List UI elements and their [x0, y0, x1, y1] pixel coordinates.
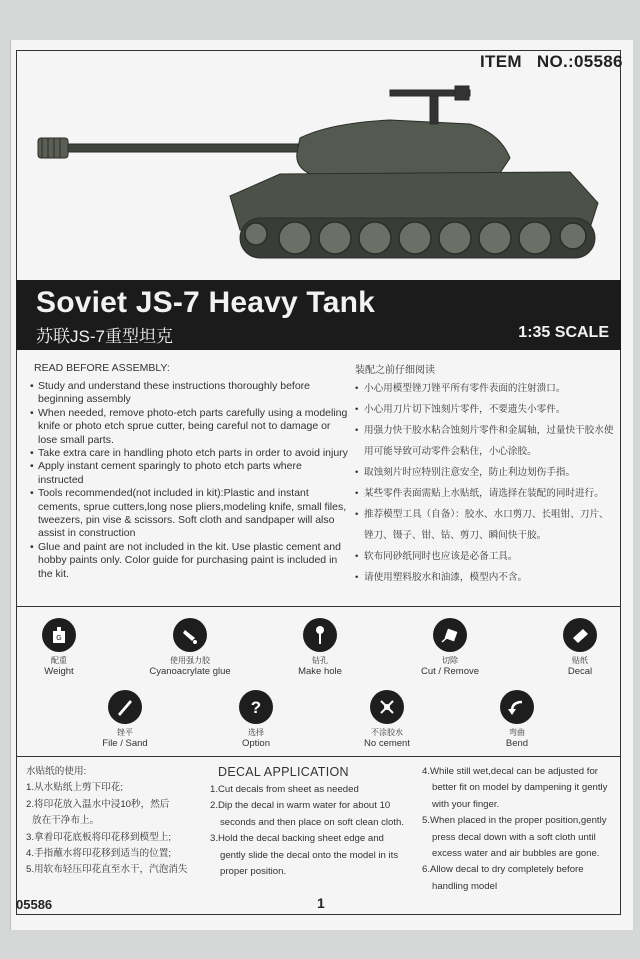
read-before-heading-cn: 装配之前仔细阅读: [355, 365, 435, 376]
note-item: • When needed, remove photo-etch parts carefully using a modeling knife or photo etch sprue cutter, being careful not to damage or lose small parts.: [30, 407, 350, 447]
decal-icon: [563, 618, 597, 652]
footer-code: 05586: [16, 897, 53, 912]
assembly-notes-cn: [355, 378, 615, 588]
svg-text:G: G: [56, 635, 62, 642]
note-item-cn: • 取蚀刻片时应特别注意安全，防止利边划伤手指。: [355, 462, 615, 483]
note-item-cn: • 用强力快干胶水粘合蚀刻片零件和金属轴，过量快干胶水使用可能导致可动零件会粘住，小心涂胶。: [355, 420, 615, 462]
svg-text:?: ?: [250, 698, 262, 717]
glue-drop-icon: [173, 618, 207, 652]
read-before-heading: READ BEFORE ASSEMBLY:: [34, 362, 170, 374]
decal-instructions-cn: 水贴纸的使用: 1.从水贴纸上剪下印花; 2.将印花放入温水中浸10秒，然后 放在干净布上。 3.拿着印花底板将印花移到模型上; 4.手指蘸水将印花移到适当的位置; 5.用软布轻压印花直至水干，汽泡消失: [26, 766, 188, 876]
divider: [16, 756, 621, 757]
file-icon: [108, 690, 142, 724]
kit-title: Soviet JS-7 Heavy Tank: [36, 286, 375, 319]
drill-icon: [303, 618, 337, 652]
symbol-no-cement: 不涂胶水 No cement: [342, 690, 432, 749]
symbol-weight: G 配重 Weight: [14, 618, 104, 677]
question-icon: [239, 690, 273, 724]
kit-title-cn: 苏联JS-7重型坦克: [36, 327, 173, 346]
symbol-bend: 弯曲 Bend: [472, 690, 562, 749]
note-item-cn: • 推荐模型工具（自备）：胶水、水口剪刀、长咀钳、刀片、锉刀、镊子、钳、钻、剪刀、瞬间快干胶。: [355, 504, 615, 546]
title-banner: [16, 280, 621, 350]
note-item-cn: • 软布同砂纸同时也应该是必备工具。: [355, 546, 615, 567]
symbol-glue: 使用强力胶 Cyanoacrylate glue: [145, 618, 235, 677]
symbol-decal: 贴纸 Decal: [535, 618, 625, 677]
note-item: • Glue and paint are not included in the kit. Use plastic cement and hobby paints only. Color guide for purchasing paint is included in the kit.: [30, 541, 350, 581]
symbol-option: ? 选择 Option: [211, 690, 301, 749]
note-item-cn: • 某些零件表面需贴上水贴纸，请选择在装配的同时进行。: [355, 483, 615, 504]
divider: [16, 606, 621, 607]
bend-arrow-icon: [500, 690, 534, 724]
symbol-drill: 钻孔 Make hole: [275, 618, 365, 677]
item-number: ITEM NO.:05586: [480, 52, 623, 71]
note-item-cn: • 小心用模型锉刀锉平所有零件表面的注射溃口。: [355, 378, 615, 399]
note-item: • Tools recommended(not included in kit):Plastic and instant cements, sprue cutters,long nose pliers,modeling knife, small files, tweezers, pin vise & scissors. Soft cloth and sandpaper will also assist in construction: [30, 487, 350, 541]
cut-icon: [433, 618, 467, 652]
note-item: • Study and understand these instructions thoroughly before beginning assembly: [30, 380, 350, 407]
symbol-cut: 切除 Cut / Remove: [405, 618, 495, 677]
no-cement-icon: [370, 690, 404, 724]
note-item-cn: • 请使用塑料胶水和油漆，模型内不含。: [355, 567, 615, 588]
decal-application-title: DECAL APPLICATION: [218, 765, 349, 779]
weight-icon: [42, 618, 76, 652]
note-item: • Take extra care in handling photo etch parts in order to avoid injury: [30, 447, 350, 460]
symbol-file: 锉平 File / Sand: [80, 690, 170, 749]
page-number: 1: [317, 895, 325, 911]
tank-illustration: [30, 78, 610, 278]
assembly-notes-en: [30, 380, 350, 581]
decal-instructions-en-1: 1.Cut decals from sheet as needed 2.Dip the decal in warm water for about 10 seconds and then place on soft clean cloth. 3.Hold the decal backing sheet edge and gently slide the decal onto the model in its proper position.: [210, 784, 405, 878]
note-item: • Apply instant cement sparingly to photo etch parts where instructed: [30, 460, 350, 487]
note-item-cn: • 小心用刀片切下蚀刻片零件，不要遗失小零件。: [355, 399, 615, 420]
decal-instructions-en-2: 4.While still wet,decal can be adjusted for better fit on model by dampening it gently with your finger. 5.When placed in the proper position,gently press decal down with a soft cloth until excess water and air bubbles are gone. 6.Allow decal to dry completely before handling model: [422, 766, 608, 892]
scale-label: 1:35 SCALE: [518, 324, 609, 341]
